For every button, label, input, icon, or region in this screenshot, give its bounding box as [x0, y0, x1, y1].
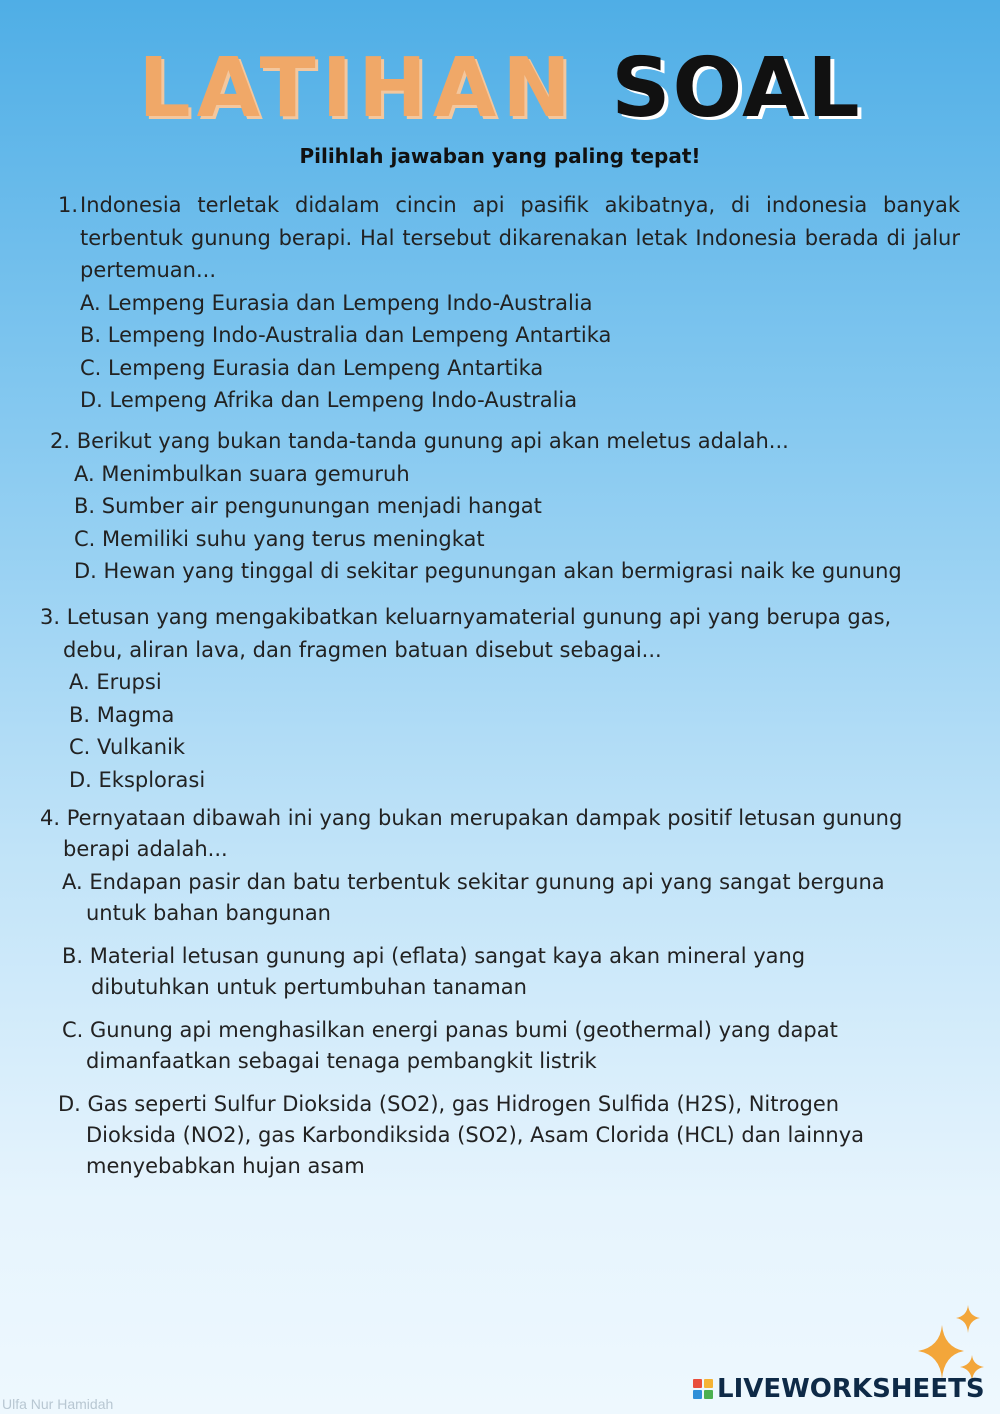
brand-name: LIVEWORKSHEETS — [717, 1374, 985, 1404]
question-text-line-1: Pernyataan dibawah ini yang bukan merupakan dampak positif letusan gunung — [66, 806, 903, 830]
liveworksheets-logo — [693, 1374, 985, 1404]
option-b[interactable]: B. Sumber air pengunungan menjadi hangat — [74, 494, 542, 518]
option-b-line-1: B. Material letusan gunung api (eflata) sangat kaya akan mineral yang — [62, 944, 806, 968]
question-number: 3. — [40, 605, 61, 629]
option-c-line-1: C. Gunung api menghasilkan energi panas bumi (geothermal) yang dapat — [62, 1018, 838, 1042]
option-b[interactable] — [40, 941, 960, 1003]
instruction-text: Pilihlah jawaban yang paling tepat! — [299, 144, 701, 168]
brand-mark-icon — [693, 1379, 713, 1399]
question-3 — [40, 601, 960, 796]
option-c[interactable] — [40, 1015, 960, 1077]
question-text: Indonesia terletak didalam cincin api pasifik akibatnya, di indonesia banyak terbentuk gunung berapi. Hal tersebut dikarenakan letak Indonesia berada di jalur pertemuan... — [80, 193, 960, 282]
option-a[interactable]: A. Erupsi — [69, 670, 162, 694]
question-1 — [58, 189, 962, 417]
option-d[interactable] — [40, 1089, 960, 1182]
option-a[interactable] — [40, 867, 960, 929]
option-d-line-1: D. Gas seperti Sulfur Dioksida (SO2), gas Hidrogen Sulfida (H2S), Nitrogen — [58, 1092, 840, 1116]
option-d[interactable]: D. Lempeng Afrika dan Lempeng Indo-Australia — [80, 388, 578, 412]
question-text-line-2: debu, aliran lava, dan fragmen batuan disebut sebagai... — [63, 637, 662, 662]
question-number: 4. — [40, 806, 61, 830]
option-c[interactable]: C. Memiliki suhu yang terus meningkat — [74, 526, 485, 551]
option-c-line-2: dimanfaatkan sebagai tenaga pembangkit listrik — [86, 1049, 597, 1073]
page-title — [0, 41, 1000, 136]
option-b[interactable]: B. Magma — [69, 702, 175, 727]
option-a-line-1: A. Endapan pasir dan batu terbentuk sekitar gunung api yang sangat berguna — [62, 870, 885, 894]
question-text-line-2: berapi adalah... — [63, 837, 228, 861]
question-number: 1. — [58, 193, 79, 217]
option-d[interactable]: D. Hewan yang tinggal di sekitar pegunungan akan bermigrasi naik ke gunung — [74, 559, 902, 583]
question-2 — [50, 425, 960, 588]
option-d-line-2: Dioksida (NO2), gas Karbondiksida (SO2), Asam Clorida (HCL) dan lainnya — [86, 1123, 864, 1147]
option-a[interactable]: A. Menimbulkan suara gemuruh — [74, 461, 410, 486]
option-d-line-3: menyebabkan hujan asam — [86, 1154, 365, 1178]
title-word-latihan: LATIHAN — [138, 41, 577, 136]
option-d[interactable]: D. Eksplorasi — [69, 767, 206, 792]
question-4 — [40, 803, 960, 1182]
option-c[interactable]: C. Lempeng Eurasia dan Lempeng Antartika — [80, 355, 544, 380]
option-c[interactable]: C. Vulkanik — [69, 735, 186, 759]
option-b-line-2: dibutuhkan untuk pertumbuhan tanaman — [91, 975, 527, 999]
option-a-line-2: untuk bahan bangunan — [86, 901, 331, 925]
option-b[interactable]: B. Lempeng Indo-Australia dan Lempeng Antartika — [80, 323, 612, 347]
title-word-soal: SOAL — [611, 41, 862, 136]
question-text: Berikut yang bukan tanda-tanda gunung api akan meletus adalah... — [76, 429, 789, 453]
author-name: Ulfa Nur Hamidah — [2, 1396, 114, 1412]
question-number: 2. — [50, 429, 71, 453]
question-text-line-1: Letusan yang mengakibatkan keluarnyamaterial gunung api yang berupa gas, — [66, 605, 892, 629]
option-a[interactable]: A. Lempeng Eurasia dan Lempeng Indo-Australia — [80, 290, 593, 315]
